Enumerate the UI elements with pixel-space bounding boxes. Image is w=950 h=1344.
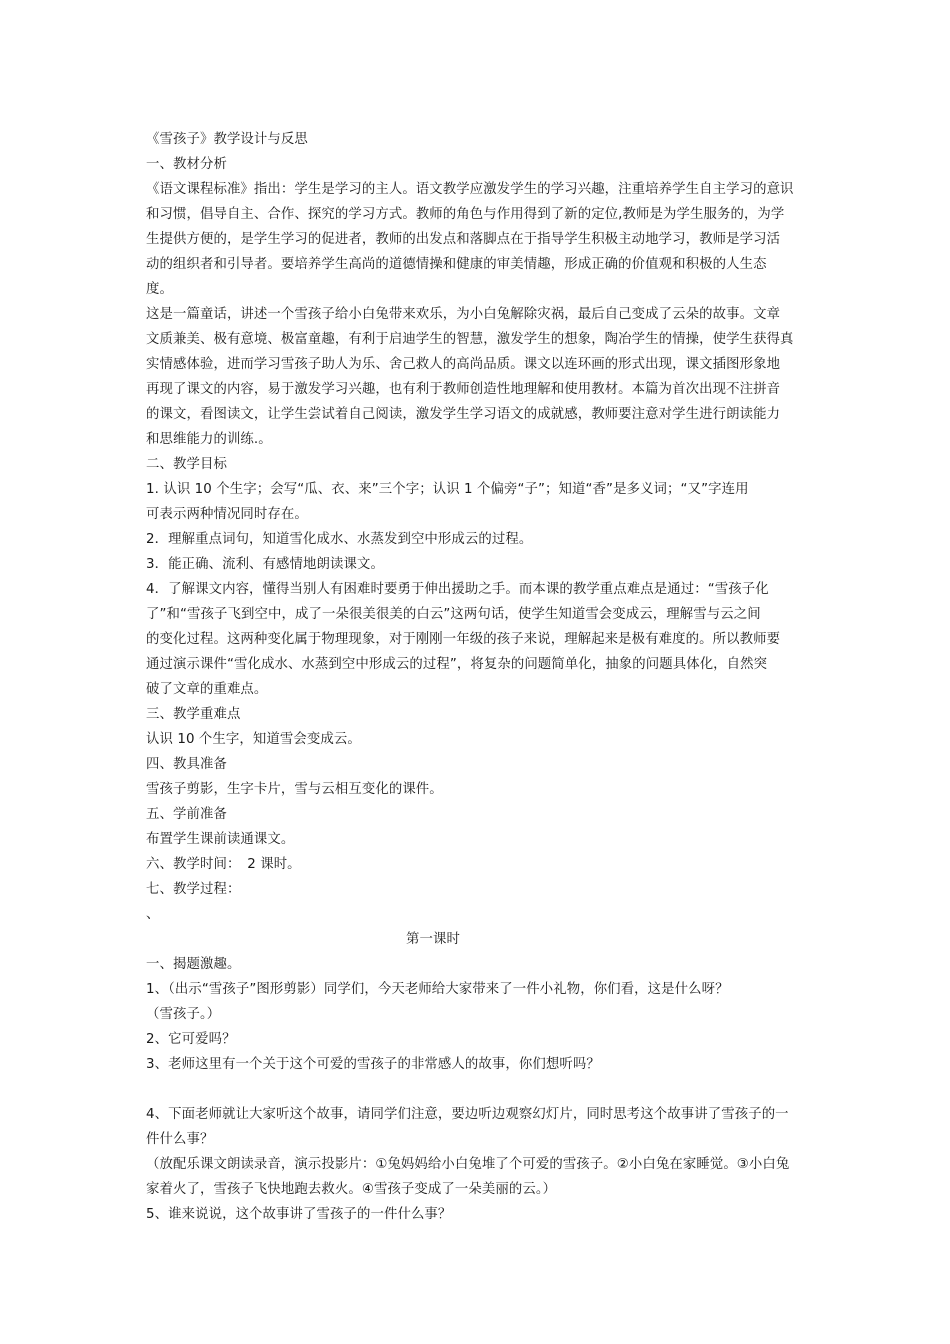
goal-line: 1. 认识 10 个生字；会写“瓜、衣、来”三个字；认识 1 个偏旁“子”；知道“香”是多义词；“又”字连用: [146, 482, 749, 497]
paragraph-line: 生提供方便的，是学生学习的促进者，教师的出发点和落脚点在于指导学生积极主动地学习，教师是学习活: [146, 232, 781, 247]
step-heading: 一、揭题激趣。: [146, 957, 241, 972]
lesson-title: 第一课时: [406, 932, 460, 947]
section-text: 雪孩子剪影，生字卡片，雪与云相互变化的课件。: [146, 782, 443, 797]
step-item: 件什么事？: [146, 1132, 214, 1147]
goal-line: 2．理解重点词句，知道雪化成水、水蒸发到空中形成云的过程。: [146, 532, 533, 547]
paragraph-line: 和习惯，倡导自主、合作、探究的学习方式。教师的角色与作用得到了新的定位,教师是为学生服务的，为学: [146, 207, 785, 222]
step-item: 2、它可爱吗？: [146, 1032, 236, 1047]
blank-line: [146, 1077, 810, 1102]
paragraph-line: 《语文课程标准》指出：学生是学习的主人。语文教学应激发学生的学习兴趣，注重培养学生自主学习的意识: [146, 182, 794, 197]
step-item: （雪孩子。）: [146, 1007, 221, 1022]
section-heading-teaching-time: 六、教学时间： 2 课时。: [146, 857, 301, 872]
goal-line: 3．能正确、流利、有感情地朗读课文。: [146, 557, 384, 572]
punctuation-mark: 、: [146, 907, 160, 922]
paragraph-line: 这是一篇童话，讲述一个雪孩子给小白兔带来欢乐，为小白兔解除灾祸，最后自己变成了云朵的故事。文章: [146, 307, 781, 322]
step-item: 4、下面老师就让大家听这个故事，请同学们注意，要边听边观察幻灯片，同时思考这个故事讲了雪孩子的一: [146, 1107, 789, 1122]
goal-line: 可表示两种情况同时存在。: [146, 507, 308, 522]
paragraph-line: 文质兼美、极有意境、极富童趣，有利于启迪学生的智慧，激发学生的想象，陶冶学生的情操，使学生获得真: [146, 332, 794, 347]
document-title: 《雪孩子》教学设计与反思: [146, 132, 308, 147]
goal-line: 了”和“雪孩子飞到空中，成了一朵很美很美的白云”这两句话，使学生知道雪会变成云，理解雪与云之间: [146, 607, 761, 622]
section-heading-key-points: 三、教学重难点: [146, 707, 241, 722]
section-heading-materials: 四、教具准备: [146, 757, 227, 772]
step-item: （放配乐课文朗读录音，演示投影片：①兔妈妈给小白兔堆了个可爱的雪孩子。②小白兔在家睡觉。③小白兔: [146, 1157, 790, 1172]
step-item: 家着火了，雪孩子飞快地跑去救火。④雪孩子变成了一朵美丽的云。）: [146, 1182, 557, 1197]
goal-line: 的变化过程。这两种变化属于物理现象，对于刚刚一年级的孩子来说，理解起来是极有难度的。所以教师要: [146, 632, 781, 647]
paragraph-line: 动的组织者和引导者。要培养学生高尚的道德情操和健康的审美情趣，形成正确的价值观和积极的人生态: [146, 257, 767, 272]
paragraph-line: 的课文，看图读文，让学生尝试着自己阅读，激发学生学习语文的成就感，教师要注意对学生进行朗读能力: [146, 407, 781, 422]
section-heading-teaching-goals: 二、教学目标: [146, 457, 227, 472]
step-item: 5、谁来说说，这个故事讲了雪孩子的一件什么事？: [146, 1207, 452, 1222]
section-text: 布置学生课前读通课文。: [146, 832, 295, 847]
paragraph-line: 和思维能力的训练.。: [146, 432, 272, 447]
section-heading-teaching-process: 七、教学过程：: [146, 882, 241, 897]
paragraph-line: 实情感体验，进而学习雪孩子助人为乐、舍己救人的高尚品质。课文以连环画的形式出现，课文插图形象地: [146, 357, 781, 372]
step-item: 3、老师这里有一个关于这个可爱的雪孩子的非常感人的故事，你们想听吗？: [146, 1057, 600, 1072]
paragraph-line: 度。: [146, 282, 173, 297]
goal-line: 通过演示课件“雪化成水、水蒸到空中形成云的过程”，将复杂的问题简单化，抽象的问题具体化，自然突: [146, 657, 768, 672]
document-body: [146, 127, 810, 1227]
paragraph-line: 再现了课文的内容，易于激发学习兴趣，也有利于教师创造性地理解和使用教材。本篇为首次出现不注拼音: [146, 382, 781, 397]
goal-line: 破了文章的重难点。: [146, 682, 268, 697]
goal-line: 4．了解课文内容，懂得当别人有困难时要勇于伸出援助之手。而本课的教学重点难点是通过：“雪孩子化: [146, 582, 769, 597]
section-text: 认识 10 个生字，知道雪会变成云。: [146, 732, 361, 747]
step-item: 1、（出示“雪孩子”图形剪影）同学们，今天老师给大家带来了一件小礼物，你们看，这是什么呀？: [146, 982, 729, 997]
section-heading-preparation: 五、学前准备: [146, 807, 227, 822]
section-heading-material-analysis: 一、教材分析: [146, 157, 227, 172]
